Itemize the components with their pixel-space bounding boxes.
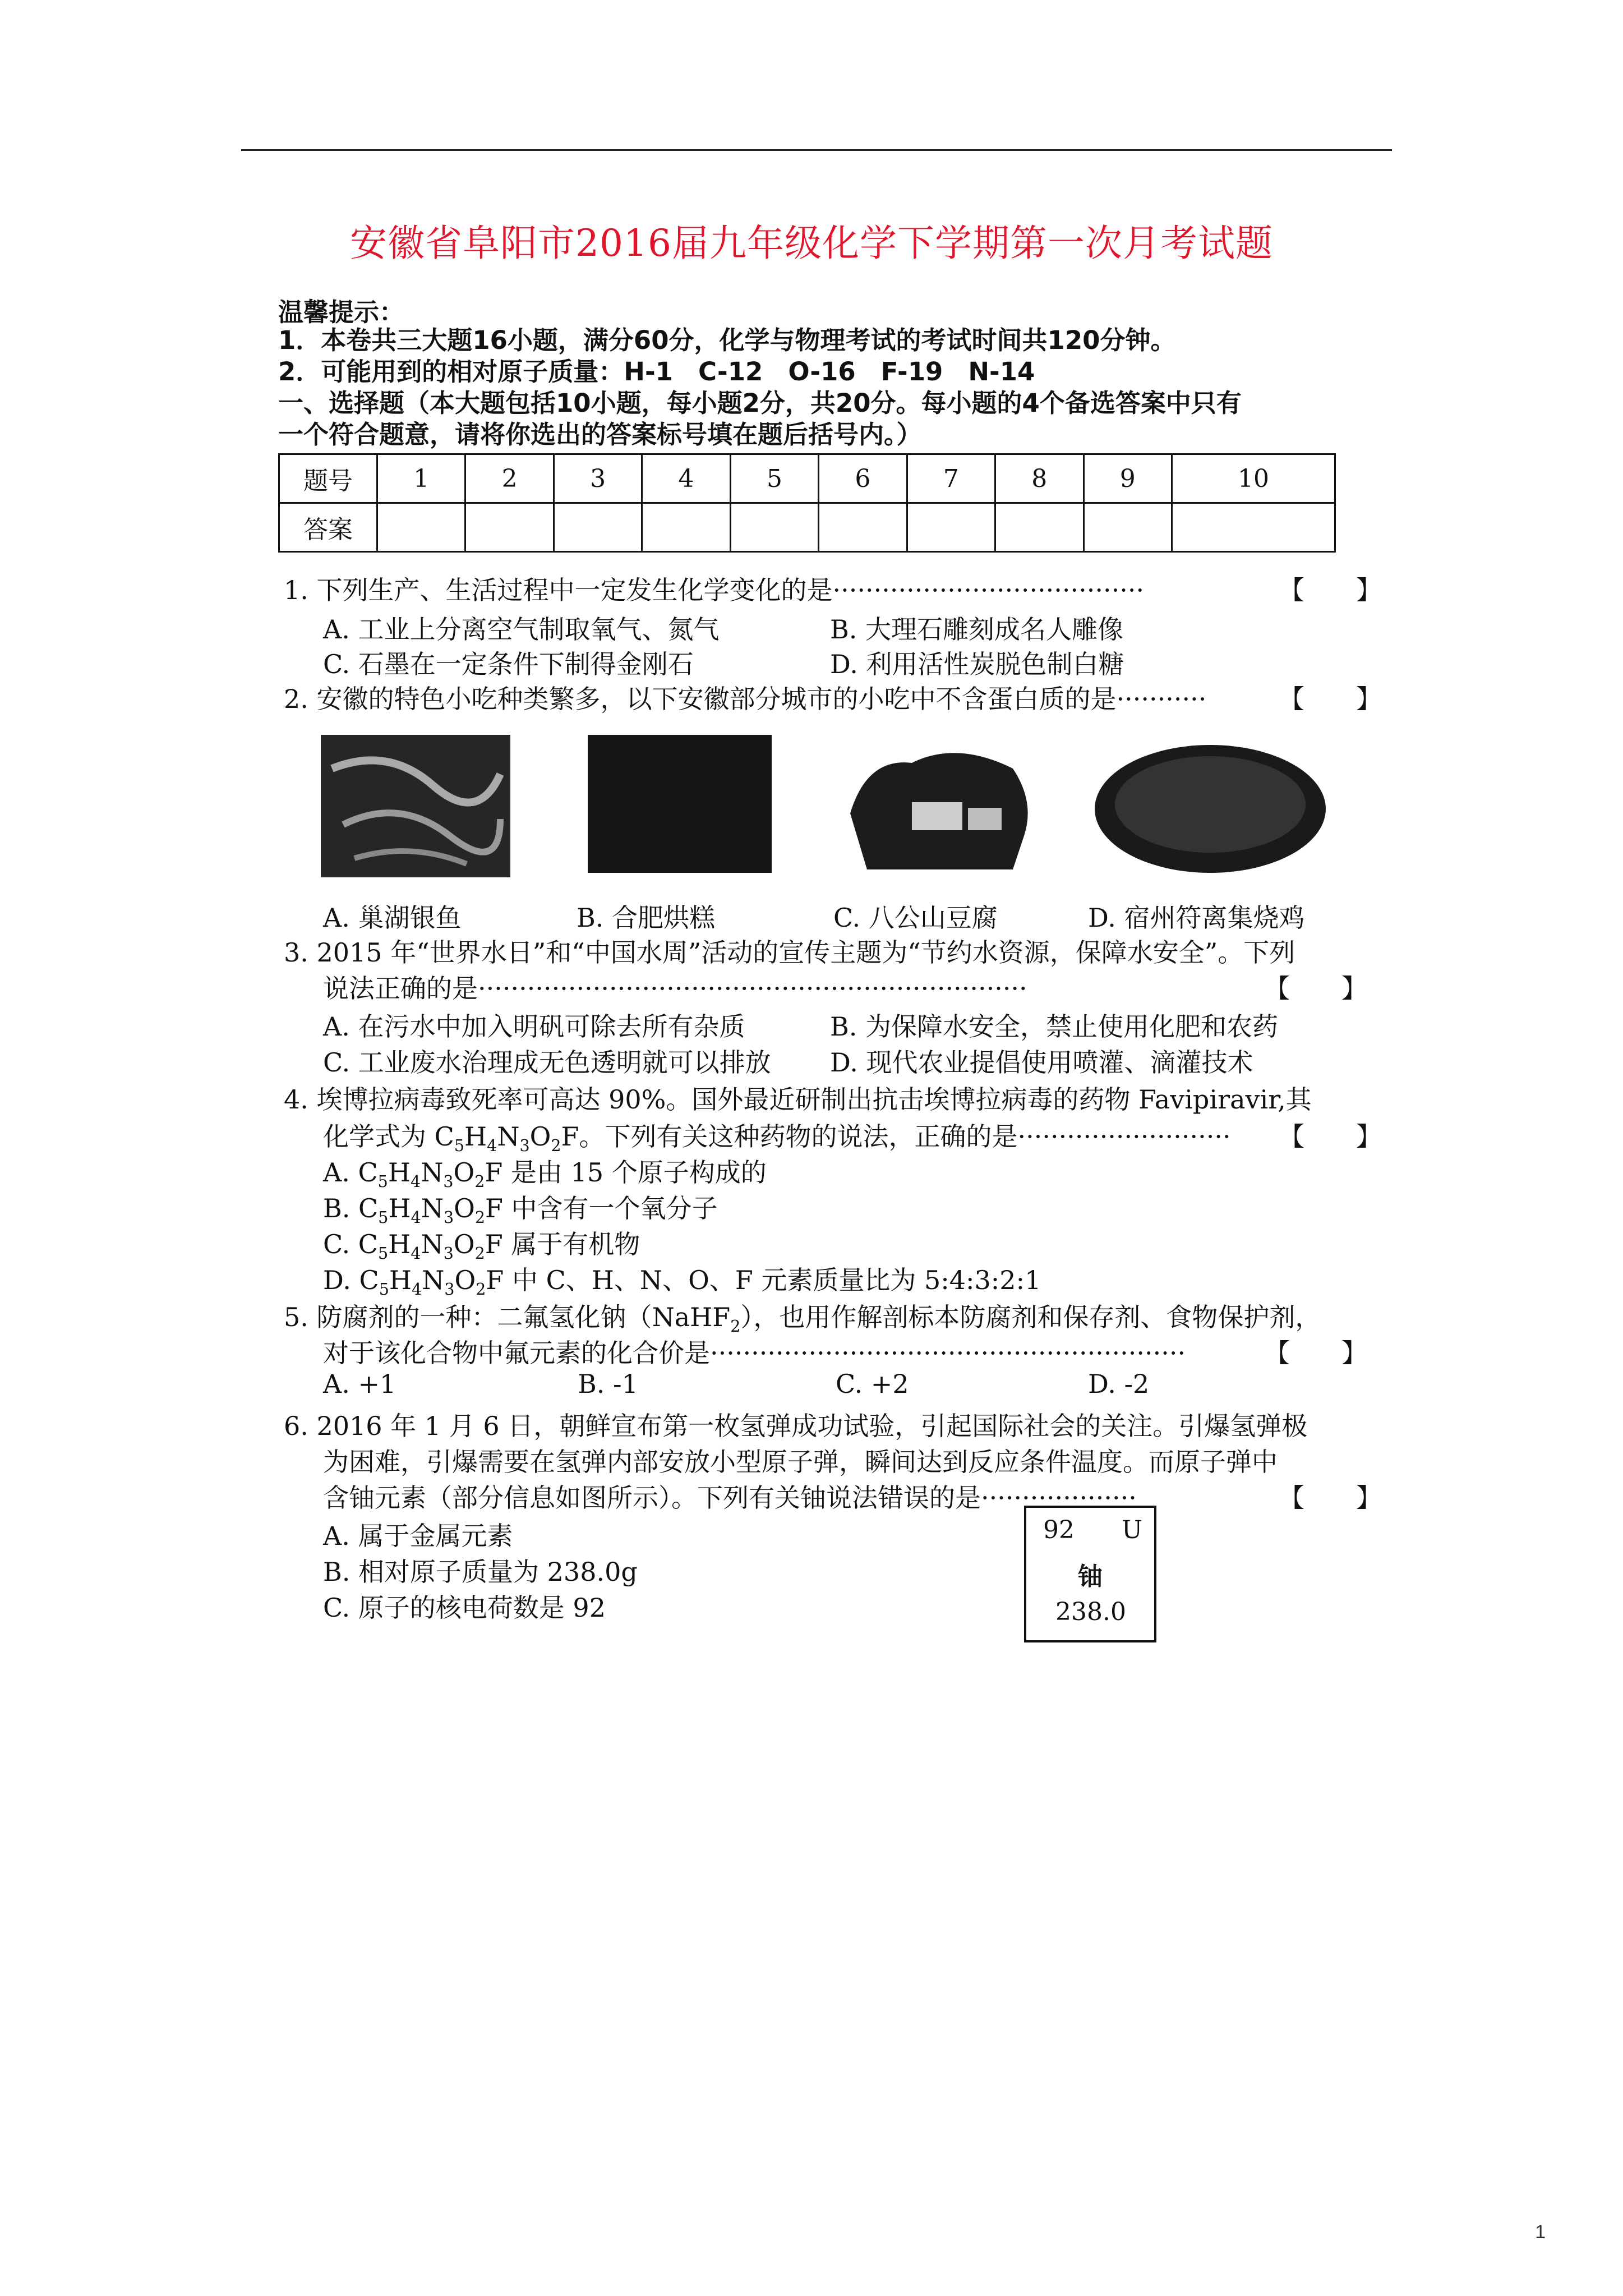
page-title: 安徽省阜阳市2016届九年级化学下学期第一次月考试题 xyxy=(350,222,1273,265)
answer-cell[interactable] xyxy=(1083,503,1172,552)
q5-option-a: A. +1 xyxy=(323,1369,396,1399)
table-header-number: 题号 xyxy=(279,454,377,503)
table-number-cell: 9 xyxy=(1083,454,1172,503)
q3-option-d: D. 现代农业提倡使用喷灌、滴灌技术 xyxy=(830,1047,1253,1078)
question-4-stem-2: 化学式为 $C_5H_4N_3O_2F$。下列有关这种药物的说法，正确的是·························· xyxy=(323,1121,1231,1156)
answer-table-number-row xyxy=(279,454,1335,503)
q5-option-c: C. +2 xyxy=(836,1369,909,1399)
tips-heading: 温馨提示： xyxy=(278,297,405,327)
q4-option-c-text: 属于有机物 xyxy=(502,1229,640,1259)
roast-chicken-photo xyxy=(1092,743,1328,875)
q4-option-a: A. $C_5H_4N_3O_2F$ 是由 15 个原子构成的 xyxy=(323,1157,767,1191)
q6-option-b: B. 相对原子质量为 238.0g xyxy=(323,1557,638,1587)
q4-option-a-text: 是由 15 个原子构成的 xyxy=(502,1157,767,1188)
q4-option-c: C. $C_5H_4N_3O_2F$ 属于有机物 xyxy=(323,1229,640,1263)
table-number-cell: 7 xyxy=(907,454,995,503)
question-1-bracket: 【 】 xyxy=(1279,575,1382,605)
table-number-cell: 10 xyxy=(1172,454,1335,503)
answer-cell[interactable] xyxy=(554,503,642,552)
q4-stem-prefix: 化学式为 C xyxy=(323,1121,454,1152)
q1-option-a: A. 工业上分离空气制取氧气、氮气 xyxy=(323,614,720,645)
q3-option-b: B. 为保障水安全，禁止使用化肥和农药 xyxy=(830,1011,1279,1042)
tips-line-2: 2．可能用到的相对原子质量：H-1 C-12 O-16 F-19 N-14 xyxy=(278,357,1035,386)
q3-option-c: C. 工业废水治理成无色透明就可以排放 xyxy=(323,1047,771,1078)
q5-stem-prefix: 5. 防腐剂的一种：二氟氢化钠（NaHF xyxy=(284,1302,731,1332)
q1-option-d: D. 利用活性炭脱色制白糖 xyxy=(830,649,1124,679)
question-4-bracket: 【 】 xyxy=(1279,1121,1382,1152)
tofu-photo xyxy=(845,735,1035,875)
silverfish-photo xyxy=(321,735,510,877)
question-5-bracket: 【 】 xyxy=(1264,1338,1367,1368)
section-heading-a: 一、选择题（本大题包括10小题，每小题2分，共20分。每小题的4个备选答案中只有 xyxy=(278,388,1242,418)
question-6-bracket: 【 】 xyxy=(1279,1483,1382,1513)
q1-option-c: C. 石墨在一定条件下制得金刚石 xyxy=(323,649,694,679)
question-6-stem-3: 含铀元素（部分信息如图所示）。下列有关铀说法错误的是··················· xyxy=(323,1483,1137,1513)
table-header-answer: 答案 xyxy=(279,503,377,552)
q2-option-d: D. 宿州符离集烧鸡 xyxy=(1088,903,1305,933)
q6-option-c: C. 原子的核电荷数是 92 xyxy=(323,1593,606,1623)
q5-stem-suffix: ），也用作解剖标本防腐剂和保存剂、食物保护剂， xyxy=(740,1302,1321,1332)
table-number-cell: 3 xyxy=(554,454,642,503)
element-name: 铀 xyxy=(1078,1562,1103,1591)
question-3-stem-1: 3. 2015 年“世界水日”和“中国水周”活动的宣传主题为“节约水资源，保障水安全”。下列 xyxy=(284,937,1295,968)
q1-option-b: B. 大理石雕刻成名人雕像 xyxy=(830,614,1124,645)
table-number-cell: 1 xyxy=(377,454,465,503)
q4-option-d-text: 中 C、H、N、O、F 元素质量比为 5:4:3:2:1 xyxy=(504,1265,1041,1295)
element-mass: 238.0 xyxy=(1055,1598,1126,1626)
answer-cell[interactable] xyxy=(642,503,730,552)
section-heading-b: 一个符合题意，请将你选出的答案标号填在题后括号内。） xyxy=(278,420,922,449)
answer-cell[interactable] xyxy=(819,503,907,552)
question-6-stem-2: 为困难，引爆需要在氢弹内部安放小型原子弹，瞬间达到反应条件温度。而原子弹中 xyxy=(323,1447,1278,1477)
answer-cell[interactable] xyxy=(465,503,554,552)
answer-cell[interactable] xyxy=(1172,503,1335,552)
top-rule xyxy=(241,149,1392,151)
q4-option-b-text: 中含有一个氧分子 xyxy=(502,1193,718,1223)
q4-option-b: B. $C_5H_4N_3O_2F$ 中含有一个氧分子 xyxy=(323,1193,718,1227)
answer-table-answer-row xyxy=(279,503,1335,552)
answer-table xyxy=(278,453,1336,553)
question-6-stem-1: 6. 2016 年 1 月 6 日，朝鲜宣布第一枚氢弹成功试验，引起国际社会的关注。引爆氢弹极 xyxy=(284,1411,1308,1441)
question-5-stem-2: 对于该化合物中氟元素的化合价是·························································· xyxy=(323,1338,1186,1368)
question-3-bracket: 【 】 xyxy=(1264,973,1367,1004)
page-number: 1 xyxy=(1535,2221,1546,2243)
table-number-cell: 5 xyxy=(730,454,818,503)
question-4-stem-1: 4. 埃博拉病毒致死率可高达 90%。国外最近研制出抗击埃博拉病毒的药物 Favipiravir,其 xyxy=(284,1084,1312,1115)
q4-stem-suffix: 。下列有关这种药物的说法，正确的是·························· xyxy=(579,1121,1231,1152)
table-number-cell: 6 xyxy=(819,454,907,503)
q6-option-a: A. 属于金属元素 xyxy=(323,1521,513,1551)
element-number: 92 xyxy=(1043,1516,1075,1544)
hefei-cake-photo xyxy=(588,735,772,873)
q2-option-c: C. 八公山豆腐 xyxy=(833,903,998,933)
q2-option-a: A. 巢湖银鱼 xyxy=(323,903,462,933)
table-number-cell: 8 xyxy=(995,454,1083,503)
table-number-cell: 2 xyxy=(465,454,554,503)
q5-option-b: B. -1 xyxy=(578,1369,638,1399)
question-5-stem-1: 5. 防腐剂的一种：二氟氢化钠（NaHF$_2$），也用作解剖标本防腐剂和保存剂、食物保护剂， xyxy=(284,1302,1321,1336)
question-3-stem-2: 说法正确的是··································································· xyxy=(323,973,1027,1004)
question-2-stem: 2. 安徽的特色小吃种类繁多，以下安徽部分城市的小吃中不含蛋白质的是··········· xyxy=(284,684,1207,714)
tips-line-1: 1．本卷共三大题16小题，满分60分，化学与物理考试的考试时间共120分钟。 xyxy=(278,325,1176,355)
element-symbol: U xyxy=(1122,1516,1143,1544)
question-2-bracket: 【 】 xyxy=(1279,684,1382,714)
answer-cell[interactable] xyxy=(377,503,465,552)
uranium-element-card xyxy=(1024,1506,1156,1642)
q5-option-d: D. -2 xyxy=(1088,1369,1150,1399)
question-1-stem: 1. 下列生产、生活过程中一定发生化学变化的是······································ xyxy=(284,575,1145,605)
answer-cell[interactable] xyxy=(730,503,818,552)
table-number-cell: 4 xyxy=(642,454,730,503)
q3-option-a: A. 在污水中加入明矾可除去所有杂质 xyxy=(323,1011,745,1042)
answer-cell[interactable] xyxy=(907,503,995,552)
q2-option-b: B. 合肥烘糕 xyxy=(577,903,716,933)
q4-option-d: D. $C_5H_4N_3O_2F$ 中 C、H、N、O、F 元素质量比为 5:4:3:2:1 xyxy=(323,1265,1041,1299)
answer-cell[interactable] xyxy=(995,503,1083,552)
